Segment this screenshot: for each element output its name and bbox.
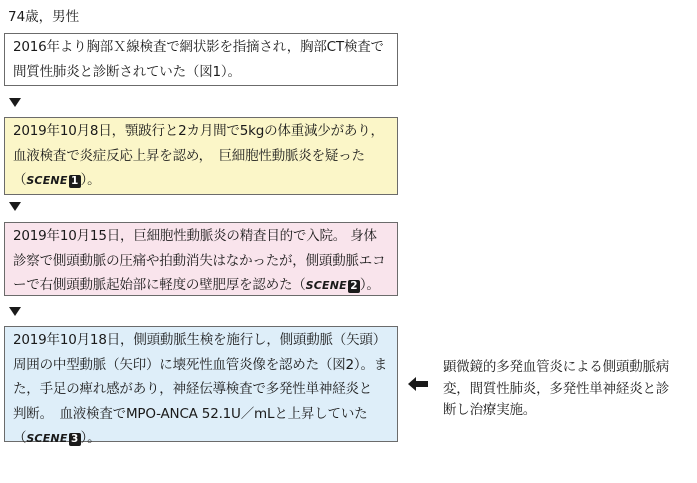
scene-label: SCENE [26,174,68,187]
box2-open-paren: （ [13,172,27,188]
box1-line2: 間質性肺炎と診断されていた（図1）。 [13,63,241,80]
diagnosis-note [443,357,693,422]
side-line2: 変，間質性肺炎，多発性単神経炎と診 [443,380,670,397]
box3-line3-text: ーで右側頭動脈起始部に軽度の壁肥厚を認めた（ [13,277,306,293]
scene-number-badge: 3 [69,433,81,446]
side-line3: 断し治療実施。 [443,402,537,418]
scene-number-badge: 1 [69,175,81,188]
box4-line5 [13,426,389,452]
timeline-box-2016 [4,33,398,86]
left-arrow-icon [408,377,428,391]
box3-line2: 診察で側頭動脈の圧痛や拍動消失はなかったが，側頭動脈エコ [13,252,386,269]
box2-line2: 血液検査で炎症反応上昇を認め， 巨細胞性動脈炎を疑った [13,147,365,164]
box4-open-paren: （ [13,430,27,446]
box4-line4: 判断。 血液検査でMPO-ANCA 52.1U／mLと上昇していた [13,405,368,422]
down-triangle-icon [9,202,21,211]
box4-line2: 周囲の中型動脈（矢印）に壊死性血管炎像を認めた（図2）。ま [13,356,388,373]
box4-close-paren: ）。 [80,430,101,446]
scene-label: SCENE [305,279,347,292]
box3-line1: 2019年10月15日，巨細胞性動脈炎の精査目的で入院。 身体 [13,228,377,244]
scene-number-badge: 2 [348,280,360,293]
timeline-box-2019-10-15 [4,222,398,296]
box4-line1: 2019年10月18日，側頭動脈生検を施行し，側頭動脈（矢頭） [13,332,387,348]
box3-line3 [13,273,389,299]
scene-label: SCENE [26,432,68,445]
timeline-box-2019-10-08 [4,117,398,195]
timeline-box-2019-10-18 [4,326,398,446]
down-triangle-icon [9,98,21,107]
patient-header: 74歳，男性 [8,9,80,25]
side-line1: 顕微鏡的多発血管炎による側頭動脈病 [443,359,670,375]
down-triangle-icon [9,307,21,316]
box1-line1: 2016年より胸部Ｘ線検査で網状影を指摘され，胸部CT検査で [13,39,384,55]
box2-line1: 2019年10月8日，顎跛行と2カ月間で5kgの体重減少があり， [13,123,384,139]
box2-line3 [13,168,389,194]
box2-close-paren: ）。 [80,172,101,188]
box4-line3: た，手足の痺れ感があり，神経伝導検査で多発性単神経炎と [13,381,373,397]
box3-close-paren: ）。 [359,277,380,293]
